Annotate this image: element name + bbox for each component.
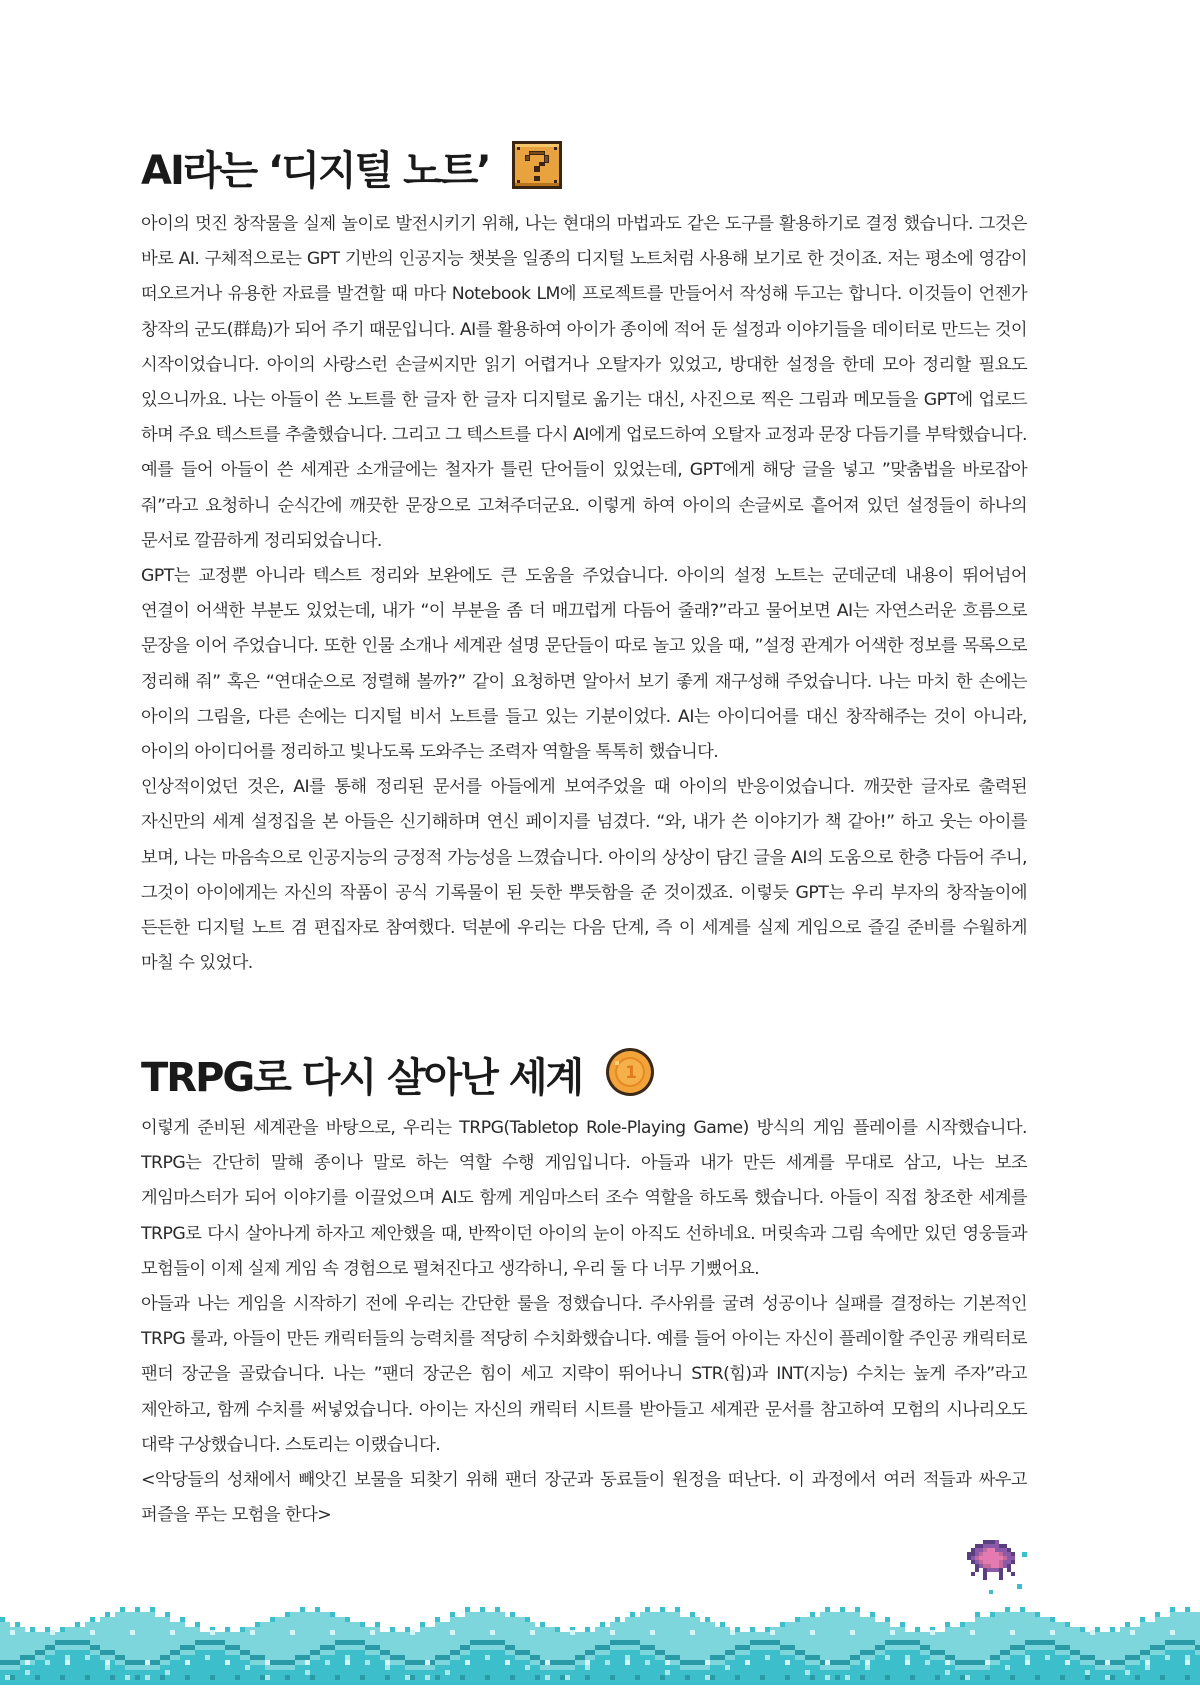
section-body-trpg-world bbox=[141, 1111, 1027, 1533]
paragraph: 인상적이었던 것은, AI를 통해 정리된 문서를 아들에게 보여주었을 때 아이의 반응이었습니다. 깨끗한 글자로 출력된 자신만의 세계 설정집을 본 아들은 신기해하며 연신 페이지를 넘겼다. “와, 내가 쓴 이야기가 책 같아!” 하고 웃는 아이를 보며, 나는 마음속으로 인공지능의 긍정적 가능성을 느꼈습니다. 아이의 상상이 담긴 글을 AI의 도움으로 한층 다듬어 주니, 그것이 아이에게는 자신의 작품이 공식 기록물이 된 듯한 뿌듯함을 준 것이겠죠. 이렇듯 GPT는 우리 부자의 창작놀이에 든든한 디지털 노트 겸 편집자로 참여했다. 덕분에 우리는 다음 단계, 즉 이 세계를 실제 게임으로 즐길 준비를 수월하게 마칠 수 있었다. bbox=[141, 777, 1027, 974]
paragraph: <악당들의 성채에서 빼앗긴 보물을 되찾기 위해 팬더 장군과 동료들이 원정을 떠난다. 이 과정에서 여러 적들과 싸우고 퍼즐을 푸는 모험을 한다> bbox=[141, 1470, 1027, 1526]
question-block-icon bbox=[512, 141, 562, 200]
pixel-creature-icon bbox=[967, 1540, 1031, 1600]
section-body-digital-note bbox=[141, 207, 1027, 981]
paragraph: GPT는 교정뿐 아니라 텍스트 정리와 보완에도 큰 도움을 주었습니다. 아이의 설정 노트는 군데군데 내용이 뛰어넘어 연결이 어색한 부분도 있었는데, 내가 “이 부분을 좀 더 매끄럽게 다듬어 줄래?”라고 물어보면 AI는 자연스러운 흐름으로 문장을 이어 주었습니다. 또한 인물 소개나 세계관 설명 문단들이 따로 놀고 있을 때, ”설정 관계가 어색한 정보를 목록으로 정리해 줘” 혹은 “연대순으로 정렬해 볼까?” 같이 요청하면 알아서 보기 좋게 재구성해 주었습니다. 나는 마치 한 손에는 아이의 그림을, 다른 손에는 디지털 비서 노트를 들고 있는 기분이었다. AI는 아이디어를 대신 창작해주는 것이 아니라, 아이의 아이디어를 정리하고 빛나도록 도와주는 조력자 역할을 톡톡히 했습니다. bbox=[141, 566, 1027, 763]
coin-label: 1 bbox=[625, 1063, 636, 1083]
section-heading-digital-note bbox=[141, 141, 562, 200]
section-heading-text: AI라는 ‘디지털 노트’ bbox=[141, 147, 490, 194]
gold-coin-icon bbox=[604, 1046, 656, 1109]
paragraph: 아들과 나는 게임을 시작하기 전에 우리는 간단한 룰을 정했습니다. 주사위를 굴려 성공이나 실패를 결정하는 기본적인 TRPG 룰과, 아들이 만든 캐릭터들의 능력치를 적당히 수치화했습니다. 예를 들어 아이는 자신이 플레이할 주인공 캐릭터로 팬더 장군을 골랐습니다. 나는 ”팬더 장군은 힘이 세고 지략이 뛰어나니 STR(힘)과 INT(지능) 수치는 높게 주자”라고 제안하고, 함께 수치를 써넣었습니다. 아이는 자신의 캐릭터 시트를 받아들고 세계관 문서를 참고하여 모험의 시나리오도 대략 구상했습니다. 스토리는 이랬습니다. bbox=[141, 1294, 1027, 1455]
pixel-wave-border bbox=[0, 1600, 1200, 1685]
paragraph: 이렇게 준비된 세계관을 바탕으로, 우리는 TRPG(Tabletop Role-Playing Game) 방식의 게임 플레이를 시작했습니다. TRPG는 간단히 말해 종이나 말로 하는 역할 수행 게임입니다. 아들과 내가 만든 세계를 무대로 삼고, 나는 보조 게임마스터가 되어 이야기를 이끌었으며 AI도 함께 게임마스터 조수 역할을 하도록 했습니다. 아들이 직접 창조한 세계를 TRPG로 다시 살아나게 하자고 제안했을 때, 반짝이던 아이의 눈이 아직도 선하네요. 머릿속과 그림 속에만 있던 영웅들과 모험들이 이제 실제 게임 속 경험으로 펼쳐진다고 생각하니, 우리 둘 다 너무 기뻤어요. bbox=[141, 1118, 1027, 1279]
section-heading-text: TRPG로 다시 살아난 세계 bbox=[141, 1054, 583, 1101]
paragraph: 아이의 멋진 창작물을 실제 놀이로 발전시키기 위해, 나는 현대의 마법과도 같은 도구를 활용하기로 결정 했습니다. 그것은 바로 AI. 구체적으로는 GPT 기반의 인공지능 챗봇을 일종의 디지털 노트처럼 사용해 보기로 한 것이죠. 저는 평소에 영감이 떠오르거나 유용한 자료를 발견할 때 마다 Notebook LM에 프로젝트를 만들어서 작성해 두고는 합니다. 이것들이 언젠가 창작의 군도(群島)가 되어 주기 때문입니다. AI를 활용하여 아이가 종이에 적어 둔 설정과 이야기들을 데이터로 만드는 것이 시작이었습니다. 아이의 사랑스런 손글씨지만 읽기 어렵거나 오탈자가 있었고, 방대한 설정을 한데 모아 정리할 필요도 있으니까요. 나는 아들이 쓴 노트를 한 글자 한 글자 디지털로 옮기는 대신, 사진으로 찍은 그림과 메모들을 GPT에 업로드 하며 주요 텍스트를 추출했습니다. 그리고 그 텍스트를 다시 AI에게 업로드하여 오탈자 교정과 문장 다듬기를 부탁했습니다. 예를 들어 아들이 쓴 세계관 소개글에는 철자가 틀린 단어들이 있었는데, GPT에게 해당 글을 넣고 ”맞춤법을 바로잡아 줘”라고 요청하니 순식간에 깨끗한 문장으로 고쳐주더군요. 이렇게 하여 아이의 손글씨로 흩어져 있던 설정들이 하나의 문서로 깔끔하게 정리되었습니다. bbox=[141, 214, 1027, 551]
section-heading-trpg-world bbox=[141, 1046, 656, 1109]
